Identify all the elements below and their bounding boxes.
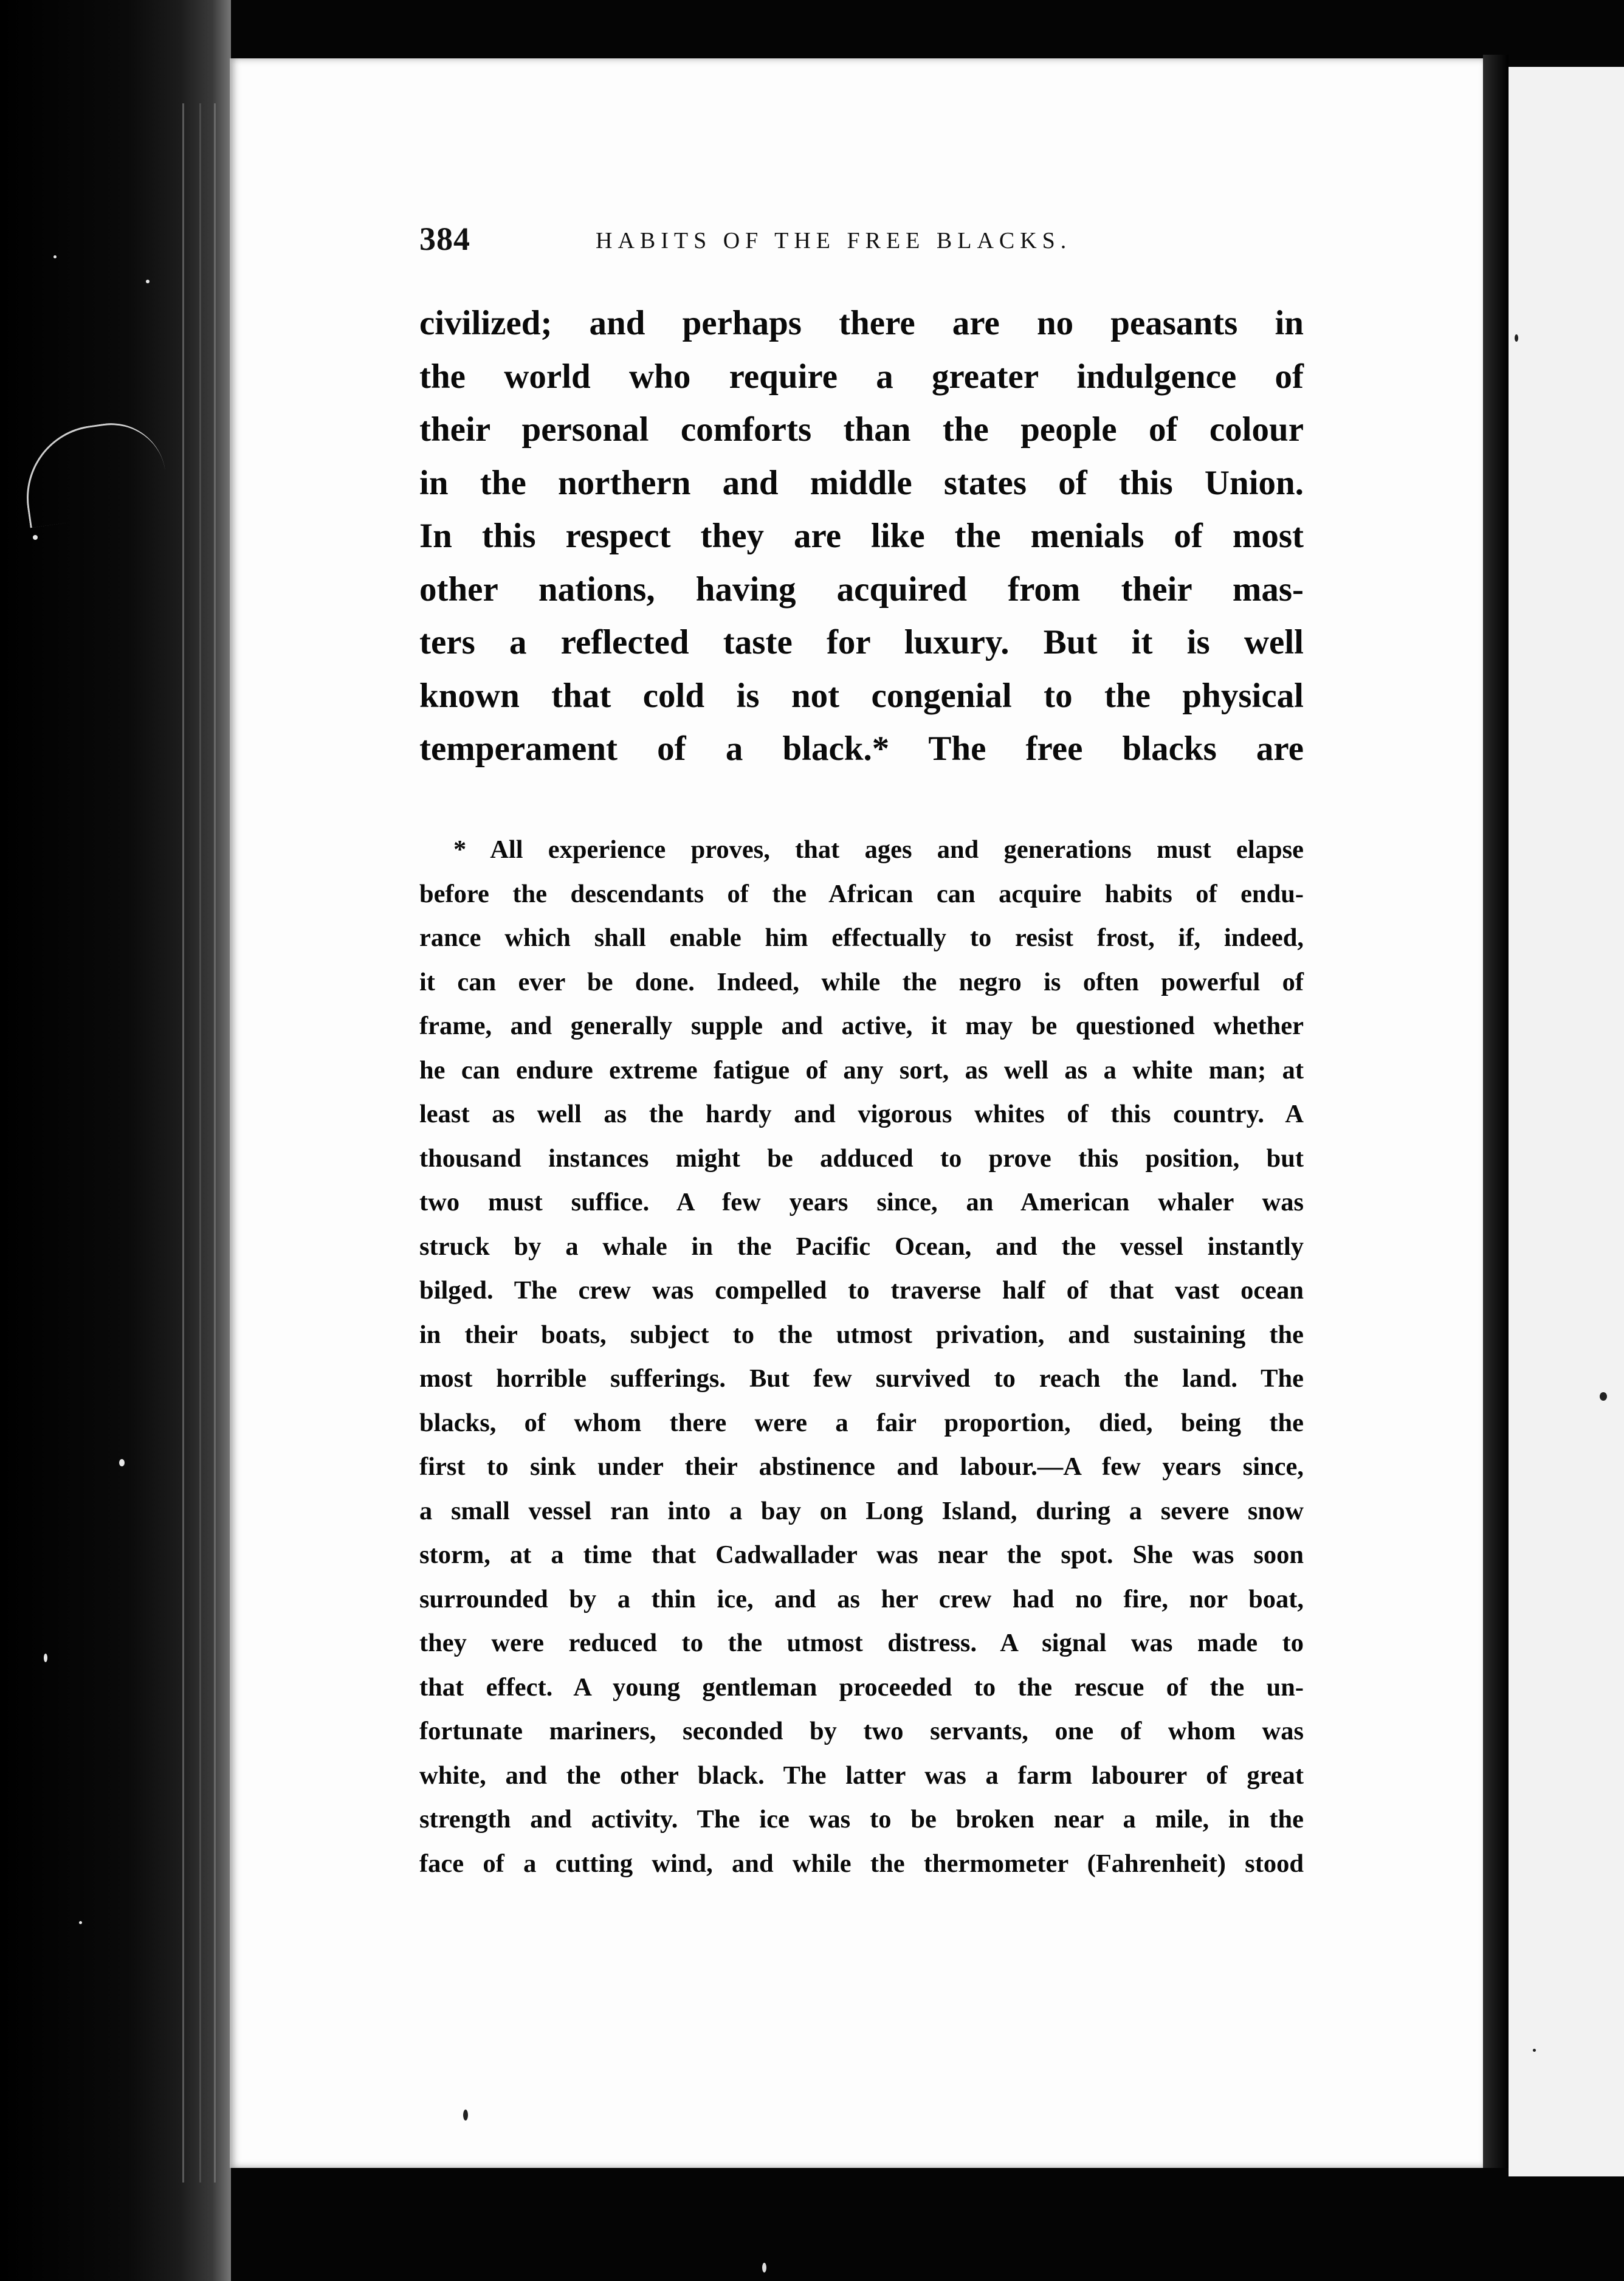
text-line: In this respect they are like the menials of most xyxy=(419,517,1304,555)
footnote-line: first to sink under their abstinence and labour.—A few years since, xyxy=(419,1452,1304,1481)
footnote-line: frame, and generally supple and active, it may be questioned whether xyxy=(419,1012,1304,1040)
footnote-line: white, and the other black. The latter was a farm labourer of great xyxy=(419,1761,1304,1790)
footnote-line: that effect. A young gentleman proceeded to the rescue of the un- xyxy=(419,1672,1304,1702)
footnote-line: before the descendants of the African can acquire habits of endu- xyxy=(419,879,1304,908)
text-line: in the northern and middle states of this Union. xyxy=(419,463,1304,502)
footnote-line: * All experience proves, that ages and generations must elapse xyxy=(453,835,1304,864)
footnote-line: storm, at a time that Cadwallader was near the spot. She was soon xyxy=(419,1541,1304,1569)
footnote-line: thousand instances might be adduced to prove this position, but xyxy=(419,1144,1304,1173)
gutter-edge-line xyxy=(214,103,216,2183)
dust-speck xyxy=(119,1459,125,1466)
gutter-edge-line xyxy=(182,103,184,2183)
text-line: civilized; and perhaps there are no peasants in xyxy=(419,304,1304,342)
stray-fiber-mark xyxy=(17,416,170,528)
footnote-line: struck by a whale in the Pacific Ocean, and the vessel instantly xyxy=(419,1232,1304,1261)
footnote-line: fortunate mariners, seconded by two servants, one of whom was xyxy=(419,1717,1304,1745)
text-line: known that cold is not congenial to the physical xyxy=(419,676,1304,715)
footnote-line: it can ever be done. Indeed, while the negro is often powerful of xyxy=(419,967,1304,996)
page-number: 384 xyxy=(419,221,470,257)
footnote-line: surrounded by a thin ice, and as her crew had no fire, nor boat, xyxy=(419,1584,1304,1613)
dust-speck xyxy=(44,1654,47,1662)
text-line: the world who require a greater indulgence of xyxy=(419,357,1304,396)
text-line: other nations, having acquired from their mas- xyxy=(419,570,1304,609)
footnote-line: they were reduced to the utmost distress. A signal was made to xyxy=(419,1629,1304,1657)
footnote-line: rance which shall enable him effectually to resist frost, if, indeed, xyxy=(419,923,1304,952)
adjacent-page-edge xyxy=(1509,67,1624,2176)
ink-speck xyxy=(463,2110,468,2121)
dust-speck xyxy=(1600,1392,1607,1401)
running-head: HABITS OF THE FREE BLACKS. xyxy=(596,228,1072,254)
footnote-line: most horrible sufferings. But few survived to reach the land. The xyxy=(419,1364,1304,1393)
main-text xyxy=(419,297,1304,776)
footnote-line: strength and activity. The ice was to be broken near a mile, in the xyxy=(419,1805,1304,1834)
footnote-line: he can endure extreme fatigue of any sort, as well as a white man; at xyxy=(419,1055,1304,1085)
footnote-line: least as well as the hardy and vigorous whites of this country. A xyxy=(419,1100,1304,1128)
text-line: their personal comforts than the people of colour xyxy=(419,410,1304,449)
dust-speck xyxy=(33,535,38,540)
footnote-line: face of a cutting wind, and while the thermometer (Fahrenheit) stood xyxy=(419,1849,1304,1878)
dust-speck xyxy=(53,255,57,258)
footnote-line: in their boats, subject to the utmost privation, and sustaining the xyxy=(419,1320,1304,1349)
dust-speck xyxy=(1533,2049,1536,2052)
book-gutter xyxy=(0,0,231,2281)
footnote-line: two must suffice. A few years since, an American whaler was xyxy=(419,1188,1304,1216)
text-line: temperament of a black.* The free blacks are xyxy=(419,730,1304,768)
text-line: ters a reflected taste for luxury. But it is well xyxy=(419,623,1304,661)
dust-speck xyxy=(1515,334,1518,342)
gutter-edge-line xyxy=(199,103,201,2183)
dust-speck xyxy=(146,280,150,283)
footnote-line: a small vessel ran into a bay on Long Island, during a severe snow xyxy=(419,1496,1304,1525)
footnote-line: blacks, of whom there were a fair proportion, died, being the xyxy=(419,1408,1304,1437)
dust-speck xyxy=(79,1921,82,1924)
page-header xyxy=(419,220,1319,263)
footnote xyxy=(419,828,1304,1886)
footnote-line: bilged. The crew was compelled to traverse half of that vast ocean xyxy=(419,1276,1304,1305)
page-edge-shadow xyxy=(1483,55,1509,2168)
dust-speck xyxy=(762,2263,766,2272)
